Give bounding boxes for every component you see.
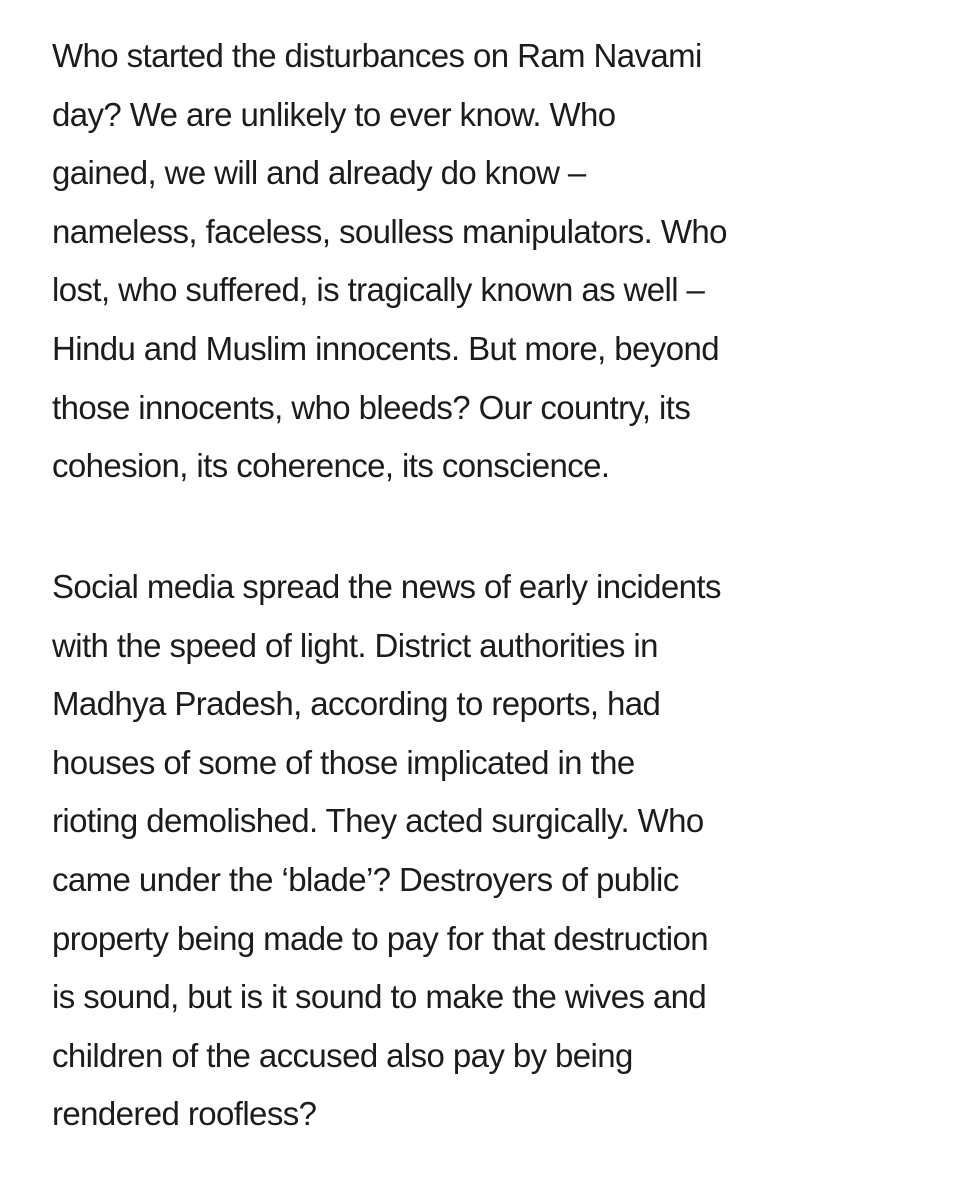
text-line: day? We are unlikely to ever know. Who — [52, 95, 616, 133]
text-line: is sound, but is it sound to make the wives and — [52, 978, 707, 1016]
text-line: rendered roofless? — [52, 1095, 317, 1133]
article-paragraph-1 — [52, 27, 932, 496]
text-line: Hindu and Muslim innocents. But more, beyond — [52, 329, 719, 367]
text-line: lost, who suffered, is tragically known as well – — [52, 271, 705, 309]
text-line: gained, we will and already do know – — [52, 154, 586, 192]
text-line: property being made to pay for that destruction — [52, 919, 709, 957]
text-line: came under the ‘blade’? Destroyers of public — [52, 860, 679, 898]
text-line: nameless, faceless, soulless manipulators. Who — [52, 212, 727, 250]
text-line: rioting demolished. They acted surgically. Who — [52, 802, 704, 840]
text-line: Social media spread the news of early incidents — [52, 568, 721, 605]
text-line: those innocents, who bleeds? Our country, its — [52, 388, 691, 426]
article-paragraph-2 — [52, 558, 932, 1144]
text-line: Madhya Pradesh, according to reports, had — [52, 685, 661, 723]
text-line: Who started the disturbances on Ram Navami — [52, 37, 702, 74]
text-line: children of the accused also pay by being — [52, 1036, 633, 1074]
text-line: cohesion, its coherence, its conscience. — [52, 447, 610, 485]
text-line: with the speed of light. District authorities in — [52, 626, 658, 664]
text-line: houses of some of those implicated in the — [52, 743, 635, 781]
